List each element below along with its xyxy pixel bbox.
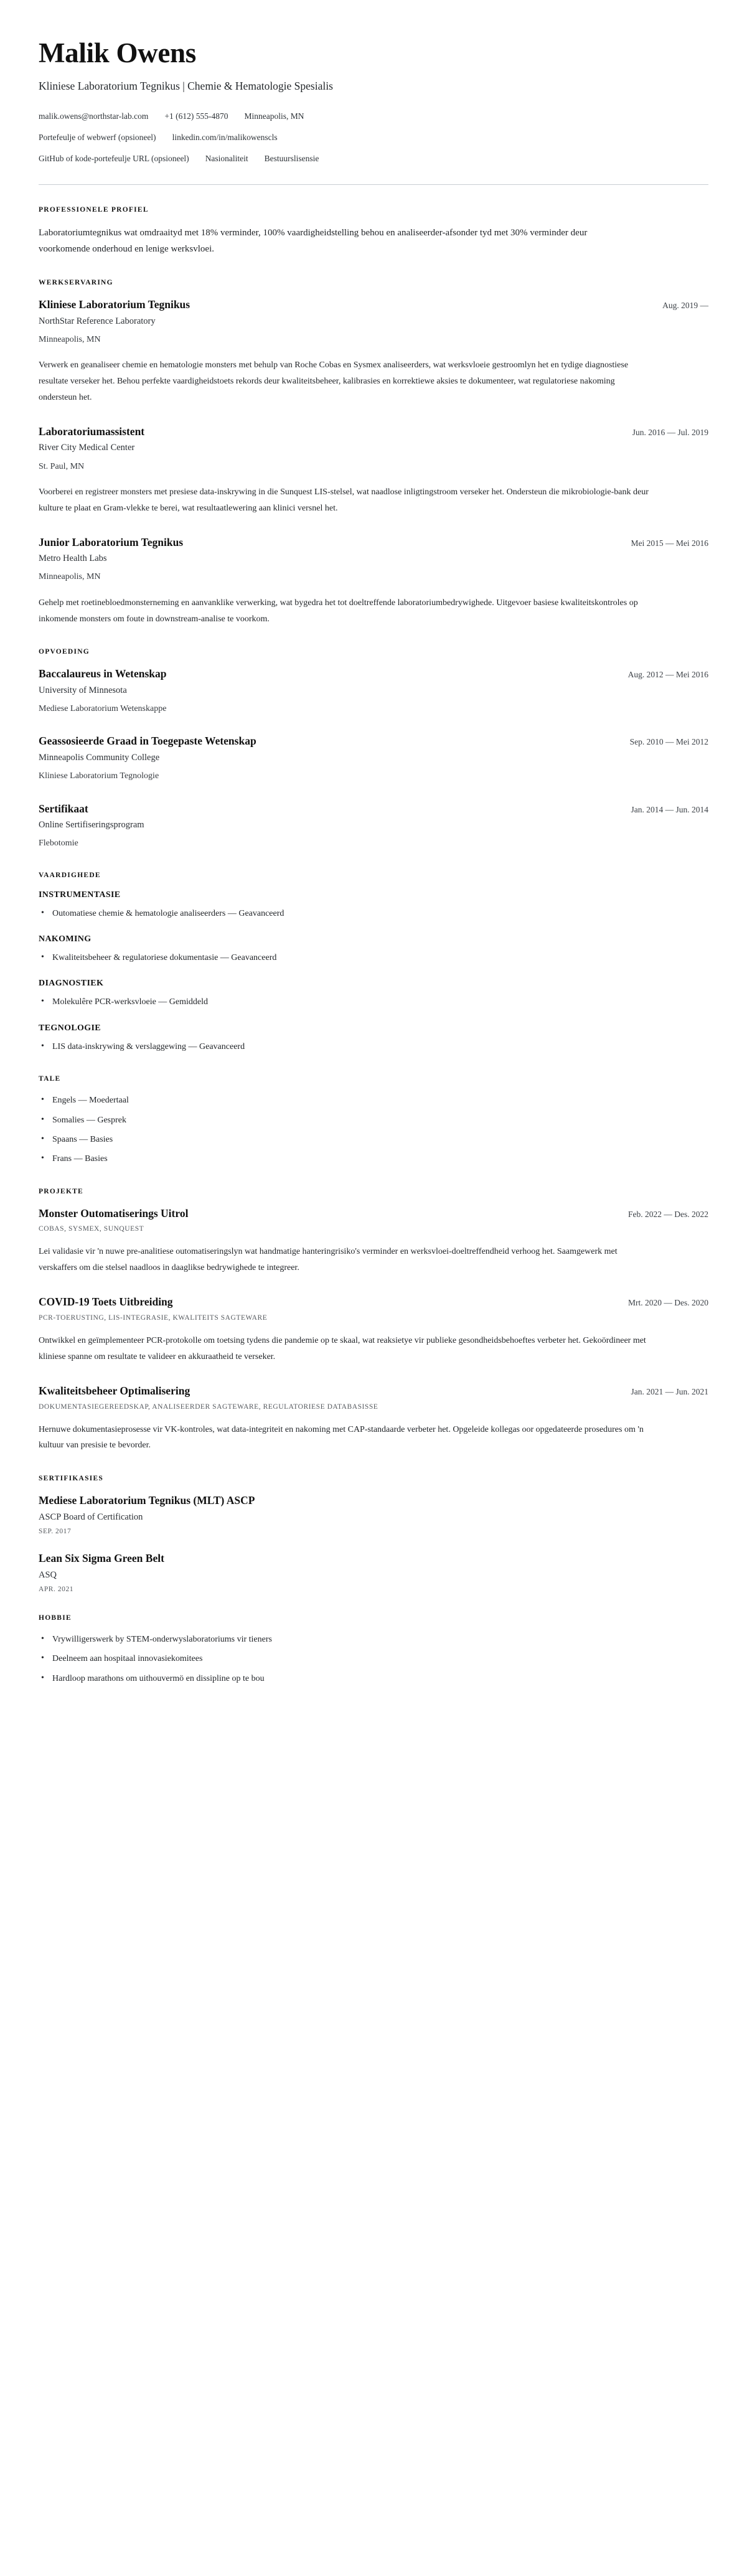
project-description: Lei validasie vir 'n nuwe pre-analitiese outomatiseringslyn wat handmatige hanteringrisiko's verminder en werksvloei-doeltreffendheid verhoog het. Saamgewerk met verskaffers om die stelsel naadloos in daaglikse bedrywighede te integreer. bbox=[39, 1247, 618, 1273]
skill-group-tegnologie bbox=[39, 1023, 708, 1054]
job-title: Kliniese Laboratorium Tegnikus bbox=[39, 298, 190, 311]
job-organization: River City Medical Center bbox=[39, 443, 135, 453]
project-dates: Mrt. 2020 — Des. 2020 bbox=[628, 1298, 708, 1308]
certification-date: SEP. 2017 bbox=[39, 1528, 72, 1536]
project-item bbox=[39, 1384, 708, 1454]
job-dates: Aug. 2019 — bbox=[662, 301, 708, 310]
language-item: • Spaans — Basies bbox=[39, 1133, 708, 1147]
job-title: Junior Laboratorium Tegnikus bbox=[39, 535, 184, 548]
project-item bbox=[39, 1206, 708, 1277]
entry-header bbox=[39, 1206, 708, 1221]
entry-header bbox=[39, 1384, 708, 1398]
skill-item: • LIS data-inskrywing & verslaggewing — Geavanceerd bbox=[39, 1040, 708, 1054]
contact-driving-licence: Bestuurslisensie bbox=[264, 154, 319, 164]
job-dates: Jun. 2016 — Jul. 2019 bbox=[632, 427, 708, 437]
language-item: • Somalies — Gesprek bbox=[39, 1114, 708, 1127]
school-name: Minneapolis Community College bbox=[39, 753, 160, 763]
project-description: Ontwikkel en geïmplementeer PCR-protokolle om toetsing tydens die pandemie op te skaal, wat reaksietye vir publieke gesondheidsbehoeftes verbeter het. Gekoördineer met kliniese spanne om resultate te valideer en akkuraatheid te verseker. bbox=[39, 1336, 646, 1361]
skill-item: • Molekulêre PCR-werksvloeie — Gemiddeld bbox=[39, 995, 708, 1009]
project-dates: Jan. 2021 — Jun. 2021 bbox=[631, 1386, 708, 1396]
project-dates: Feb. 2022 — Des. 2022 bbox=[628, 1209, 708, 1219]
skill-group-title: NAKOMING bbox=[39, 934, 92, 944]
section-title: PROJEKTE bbox=[39, 1187, 83, 1195]
skill-group-instrumentasie bbox=[39, 890, 708, 921]
school-name: Online Sertifiseringsprogram bbox=[39, 820, 144, 830]
education-item bbox=[39, 734, 708, 783]
project-tech-tags: COBAS, SYSMEX, SUNQUEST bbox=[39, 1225, 144, 1233]
field-of-study: Mediese Laboratorium Wetenskappe bbox=[39, 704, 167, 714]
contact-row bbox=[39, 153, 708, 165]
section-projects bbox=[39, 1188, 708, 1454]
contact-github[interactable]: GitHub of kode-portefeulje URL (opsioneel) bbox=[39, 154, 189, 164]
skill-list bbox=[39, 951, 708, 965]
section-title: OPVOEDING bbox=[39, 648, 90, 656]
section-languages bbox=[39, 1075, 708, 1167]
summary-text: Laboratoriumtegnikus wat omdraaityd met 18% verminder, 100% vaardigheidstelling behou en analiseerder-afsonder tyd met 30% verminder deur voorkomende onderhoud en lenige werksvloei. bbox=[39, 227, 588, 255]
job-location: Minneapolis, MN bbox=[39, 572, 101, 582]
section-skills bbox=[39, 872, 708, 1055]
degree-title: Sertifikaat bbox=[39, 802, 88, 815]
section-title: WERKSERVARING bbox=[39, 279, 113, 286]
hobby-item: • Hardloop marathons om uithouvermö en dissipline op te bou bbox=[39, 1672, 708, 1686]
skill-group-title: DIAGNOSTIEK bbox=[39, 979, 104, 989]
field-of-study: Kliniese Laboratorium Tegnologie bbox=[39, 771, 159, 781]
section-title: TALE bbox=[39, 1075, 61, 1083]
project-title: Kwaliteitsbeheer Optimalisering bbox=[39, 1384, 190, 1397]
language-item: • Frans — Basies bbox=[39, 1152, 708, 1166]
entry-header bbox=[39, 1295, 708, 1309]
section-work-experience bbox=[39, 279, 708, 627]
contact-portfolio[interactable]: Portefeulje of webwerf (opsioneel) bbox=[39, 133, 156, 143]
contact-phone[interactable]: +1 (612) 555-4870 bbox=[164, 111, 228, 121]
entry-header bbox=[39, 667, 708, 681]
project-tech-tags: PCR-TOERUSTING, LIS-INTEGRASIE, KWALITEITS SAGTEWARE bbox=[39, 1314, 268, 1322]
degree-title: Geassosieerde Graad in Toegepaste Wetenskap bbox=[39, 735, 256, 748]
section-certifications bbox=[39, 1475, 708, 1593]
job-title: Laboratoriumassistent bbox=[39, 425, 145, 438]
language-item: • Engels — Moedertaal bbox=[39, 1094, 708, 1107]
section-title: PROFESSIONELE PROFIEL bbox=[39, 205, 149, 214]
certification-issuer: ASQ bbox=[39, 1569, 57, 1580]
candidate-name: Malik Owens bbox=[39, 37, 196, 68]
hobby-list bbox=[39, 1633, 708, 1686]
skill-list bbox=[39, 995, 708, 1009]
certification-name: Mediese Laboratorium Tegnikus (MLT) ASCP bbox=[39, 1494, 255, 1507]
job-description: Verwerk en geanaliseer chemie en hematologie monsters met behulp van Roche Cobas en Sysmex analiseerders, wat werksvloeie gestroomlyn het en tydige diagnostiese resultate verseker het. Behou perfekte vaardigheidstoets rekords deur kwaliteitsbeheer, kalibrasies en korrektiewe aksies te dokumenteer, wat regulatoriese nakoming ondersteun het. bbox=[39, 360, 629, 402]
resume-header bbox=[39, 39, 708, 185]
entry-header bbox=[39, 425, 708, 439]
project-title: COVID-19 Toets Uitbreiding bbox=[39, 1295, 173, 1309]
candidate-headline: Kliniese Laboratorium Tegnikus | Chemie & Hematologie Spesialis bbox=[39, 80, 333, 93]
skill-group-nakoming bbox=[39, 934, 708, 965]
degree-title: Baccalaureus in Wetenskap bbox=[39, 667, 167, 680]
certification-item bbox=[39, 1551, 708, 1593]
skill-group-diagnostiek bbox=[39, 979, 708, 1009]
skill-list bbox=[39, 907, 708, 921]
section-professional-profile bbox=[39, 206, 708, 258]
skill-list bbox=[39, 1040, 708, 1054]
field-of-study: Flebotomie bbox=[39, 839, 78, 848]
job-description: Voorberei en registreer monsters met presiese data-inskrywing in die Sunquest LIS-stelsel, wat naadlose inligtingstroom verseker het. Ondersteun die mikrobiologie-bank deur kulture te plaat en Gram-vlekke te berei, wat resultaatlewering aan klinici versnel het. bbox=[39, 487, 649, 513]
experience-item bbox=[39, 535, 708, 628]
skill-group-title: INSTRUMENTASIE bbox=[39, 890, 121, 900]
contact-row bbox=[39, 131, 708, 144]
certification-issuer: ASCP Board of Certification bbox=[39, 1512, 143, 1523]
contact-block bbox=[39, 110, 708, 166]
degree-dates: Jan. 2014 — Jun. 2014 bbox=[631, 804, 708, 814]
skill-item: • Outomatiese chemie & hematologie analiseerders — Geavanceerd bbox=[39, 907, 708, 921]
experience-item bbox=[39, 425, 708, 517]
job-location: Minneapolis, MN bbox=[39, 334, 101, 344]
job-location: St. Paul, MN bbox=[39, 461, 85, 471]
entry-header bbox=[39, 298, 708, 312]
education-item bbox=[39, 667, 708, 715]
job-organization: NorthStar Reference Laboratory bbox=[39, 316, 156, 326]
degree-dates: Aug. 2012 — Mei 2016 bbox=[627, 670, 708, 680]
contact-nationality: Nasionaliteit bbox=[205, 154, 248, 164]
entry-header bbox=[39, 535, 708, 550]
entry-header bbox=[39, 734, 708, 748]
education-item bbox=[39, 802, 708, 850]
skill-item: • Kwaliteitsbeheer & regulatoriese dokumentasie — Geavanceerd bbox=[39, 951, 708, 965]
entry-header bbox=[39, 802, 708, 816]
section-education bbox=[39, 648, 708, 850]
project-title: Monster Outomatiserings Uitrol bbox=[39, 1206, 189, 1220]
hobby-item: • Deelneem aan hospitaal innovasiekomitees bbox=[39, 1652, 708, 1666]
contact-email[interactable]: malik.owens@northstar-lab.com bbox=[39, 111, 149, 121]
certification-item bbox=[39, 1493, 708, 1535]
job-organization: Metro Health Labs bbox=[39, 553, 107, 564]
header-divider bbox=[39, 184, 708, 185]
section-hobbies bbox=[39, 1614, 708, 1686]
project-tech-tags: DOKUMENTASIEGEREEDSKAP, ANALISEERDER SAGTEWARE, REGULATORIESE DATABASISSE bbox=[39, 1403, 378, 1411]
contact-linkedin[interactable]: linkedin.com/in/malikowenscls bbox=[172, 133, 278, 143]
job-description: Gehelp met roetinebloedmonsterneming en aanvanklike verwerking, wat bygedra het tot doeltreffende laboratoriumbedrywighede. Uitgevoer basiese kwaliteitskontroles op inkomende monsters om foute in downstream-analise te voorkom. bbox=[39, 598, 638, 624]
hobby-item: • Vrywilligerswerk by STEM-onderwyslaboratoriums vir tieners bbox=[39, 1633, 708, 1647]
job-dates: Mei 2015 — Mei 2016 bbox=[631, 538, 708, 548]
project-description: Hernuwe dokumentasieprosesse vir VK-kontroles, wat data-integriteit en nakoming met CAP-standaarde verbeter het. Opgeleide kollegas oor opgedateerde prosedures om 'n kultuur van presisie te bevorder. bbox=[39, 1424, 644, 1450]
degree-dates: Sep. 2010 — Mei 2012 bbox=[629, 737, 708, 747]
contact-row bbox=[39, 110, 708, 123]
certification-date: APR. 2021 bbox=[39, 1585, 74, 1593]
section-title: SERTIFIKASIES bbox=[39, 1475, 104, 1483]
project-item bbox=[39, 1295, 708, 1365]
experience-item bbox=[39, 298, 708, 406]
school-name: University of Minnesota bbox=[39, 685, 127, 696]
certification-name: Lean Six Sigma Green Belt bbox=[39, 1552, 164, 1565]
language-list bbox=[39, 1094, 708, 1167]
contact-location: Minneapolis, MN bbox=[244, 111, 304, 121]
section-title: VAARDIGHEDE bbox=[39, 871, 101, 879]
skill-group-title: TEGNOLOGIE bbox=[39, 1023, 101, 1033]
section-title: HOBBIE bbox=[39, 1614, 72, 1622]
